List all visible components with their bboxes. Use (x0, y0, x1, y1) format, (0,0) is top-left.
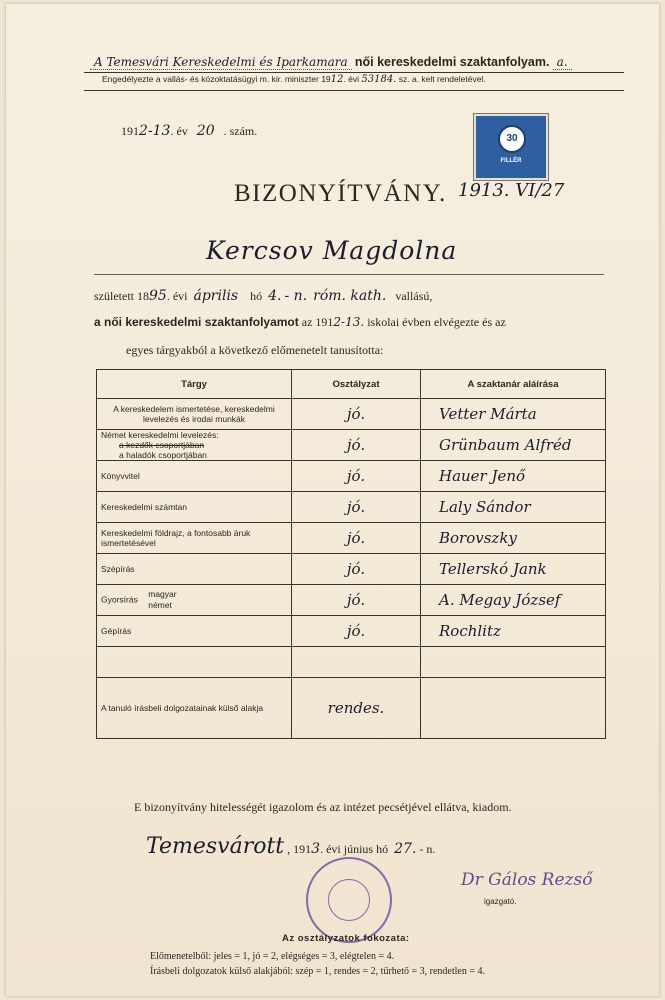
empty-cell (292, 647, 421, 678)
statement-line (94, 315, 506, 330)
row-subject: Kereskedelmi számtan (97, 492, 292, 523)
name-underline (94, 274, 604, 275)
row-teacher-signature: Hauer Jenő (421, 461, 606, 492)
row-subject-sub1: magyar (148, 589, 177, 599)
birth-year-word: . évi (166, 289, 188, 303)
row-subject: Gépírás (97, 616, 292, 647)
legend-line-1: Előmenetelből: jeles = 1, jó = 2, elégséges = 3, elégtelen = 4. (150, 951, 395, 962)
table-row (97, 461, 606, 492)
grades-table (96, 369, 606, 739)
record-number: 20 (196, 123, 215, 139)
table-row (97, 492, 606, 523)
statement-middle: az 191 (301, 315, 334, 329)
table-row (97, 430, 606, 461)
place-month: . évi június hó (320, 842, 389, 856)
table-row (97, 523, 606, 554)
row-subject: Kereskedelmi földrajz, a fontosabb áruk ismertetésével (97, 523, 292, 554)
statement-rest: iskolai évben elvégezte és az (367, 315, 506, 329)
legend-line-2: Írásbeli dolgozatok külső alakjából: szép = 1, rendes = 2, tűrhető = 3, rendetlen = 4. (150, 966, 485, 977)
stamp-text: FILLÉR (500, 158, 522, 164)
record-school-year: 2-13 (139, 123, 171, 139)
statement-bold: a női kereskedelmi szaktanfolyamot (94, 315, 299, 329)
row-teacher-signature: Grünbaum Alfréd (421, 430, 606, 461)
header-grade: Osztályzat (292, 370, 421, 399)
table-row (97, 554, 606, 585)
place-name: Temesvárott (146, 834, 285, 859)
religion: róm. kath. (313, 288, 387, 304)
header-signature: A szaktanár aláírása (421, 370, 606, 399)
row-grade: jó. (292, 585, 421, 616)
place-date-line (146, 834, 435, 859)
table-row (97, 585, 606, 616)
statement-line-3: egyes tárgyakból a következő előmenetelt tanusította: (126, 343, 384, 357)
row-subject: Szépírás (97, 554, 292, 585)
approval-mid: . évi (343, 74, 359, 84)
institution-name: A Temesvári Kereskedelmi és Iparkamara (90, 55, 352, 70)
row-grade: jó. (292, 430, 421, 461)
header-institution-line: A Temesvári Kereskedelmi és Iparkamara női kereskedelmi szaktanfolyam. a. (90, 54, 630, 70)
row-grade: jó. (292, 492, 421, 523)
certification-text: E bizonyítvány hitelességét igazolom és az intézet pecsétjével ellátva, kiadom. (134, 800, 512, 814)
place-day: 27. (394, 841, 417, 857)
institution-seal (306, 857, 392, 943)
religion-suffix: vallású, (395, 289, 433, 303)
header-subject: Tárgy (97, 370, 292, 399)
legend-title: Az osztályzatok fokozata: (282, 933, 410, 944)
student-name: Kercsov Magdolna (206, 236, 458, 265)
director-label: igazgató. (484, 897, 517, 906)
record-number-word: . szám. (223, 124, 258, 138)
row-subject-sub2: német (148, 600, 172, 610)
approval-prefix: Engedélyezte a vallás- és közoktatásügyi m. kir. miniszter 19 (102, 74, 331, 84)
row-teacher-signature: Borovszky (421, 523, 606, 554)
approval-number: 53184. (361, 74, 397, 85)
final-row-grade: rendes. (292, 678, 421, 739)
director-signature: Dr Gálos Rezső (461, 870, 593, 890)
table-row (97, 616, 606, 647)
approval-line (102, 74, 486, 85)
row-teacher-signature: Tellerskó Jank (421, 554, 606, 585)
row-subject (97, 585, 292, 616)
course-suffix: a. (553, 55, 572, 70)
approval-year: 12 (330, 74, 344, 85)
row-grade: jó. (292, 554, 421, 585)
document-title: BIZONYÍTVÁNY. (234, 180, 447, 207)
birth-year: 95 (148, 288, 167, 304)
course-name: női kereskedelmi szaktanfolyam (354, 55, 546, 69)
header-rule-bottom (84, 90, 624, 91)
day-word: hó (250, 289, 263, 303)
revenue-stamp (474, 114, 548, 180)
header-rule-top (84, 72, 624, 73)
place-suffix: - n. (419, 842, 436, 856)
table-header-row (97, 370, 606, 399)
record-year-word: . év (170, 124, 188, 138)
row-subject-struck: a kezdők csoportjában (119, 440, 205, 450)
row-teacher-signature: A. Megay József (421, 585, 606, 616)
row-teacher-signature: Laly Sándor (421, 492, 606, 523)
statement-school-year: 2-13. (333, 315, 365, 329)
issue-date-annotation: 1913. VI/27 (458, 180, 565, 201)
birth-day: 4. (268, 288, 282, 304)
place-year: 3 (311, 841, 321, 857)
seal-inner-ring (328, 879, 370, 921)
born-label: született 18 (94, 289, 149, 303)
n-word: - n. (284, 288, 308, 304)
row-grade: jó. (292, 523, 421, 554)
empty-cell (421, 647, 606, 678)
empty-cell (97, 647, 292, 678)
row-subject (97, 430, 292, 461)
row-subject: A kereskedelem ismertetése, kereskedelmi levelezés és irodai munkák (97, 399, 292, 430)
table-row-empty (97, 647, 606, 678)
empty-cell (421, 678, 606, 739)
certificate-sheet (6, 4, 659, 996)
stamp-value: 30 (498, 125, 526, 153)
row-subject-main: Német kereskedelmi levelezés: (101, 430, 219, 440)
row-subject: Könyvvitel (97, 461, 292, 492)
table-row (97, 399, 606, 430)
approval-suffix: sz. a. kelt rendeletével. (398, 74, 486, 84)
place-year-prefix: , 191 (287, 842, 312, 856)
birth-month: április (193, 288, 239, 304)
row-grade: jó. (292, 461, 421, 492)
row-teacher-signature: Rochlitz (421, 616, 606, 647)
row-subject-extra: a haladók csoportjában (119, 450, 207, 460)
row-subject-main: Gyorsírás (101, 594, 138, 605)
record-number-line (121, 123, 257, 139)
row-grade: jó. (292, 399, 421, 430)
row-teacher-signature: Vetter Márta (421, 399, 606, 430)
record-year-prefix: 191 (121, 124, 139, 138)
final-row-subject: A tanuló írásbeli dolgozatainak külső alakja (97, 678, 292, 739)
row-grade: jó. (292, 616, 421, 647)
birth-line (94, 288, 614, 304)
table-row-final (97, 678, 606, 739)
